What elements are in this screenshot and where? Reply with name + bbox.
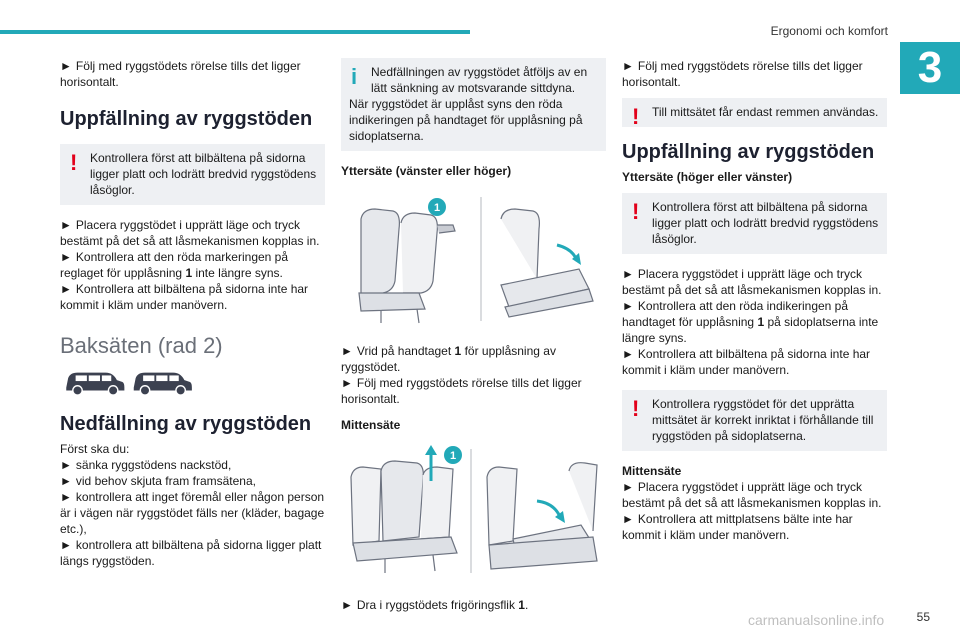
section-heading-fold: Nedfällning av ryggstöden [60, 413, 312, 435]
warning-box: ! Kontrollera först att bilbältena på sidorna ligger platt och lodrätt bredvid ryggstödens låsöglor. [622, 193, 887, 254]
subheading-outer-seat: Yttersäte (höger eller vänster) [622, 170, 793, 184]
instruction-step: ► Kontrollera att bilbältena på sidorna inte har kommit i kläm under manövern. [60, 282, 309, 312]
section-heading-unfold: Uppfällning av ryggstöden [622, 141, 875, 163]
vehicle-variants-icon [60, 367, 200, 397]
header-accent-bar [0, 30, 470, 34]
callout-badge: 1 [449, 450, 457, 462]
warning-icon: ! [632, 199, 640, 224]
page-number: 55 [916, 610, 930, 624]
subheading-middle-seat: Mittensäte [622, 464, 682, 478]
subheading-middle-seat: Mittensäte [341, 418, 401, 432]
illustration-middle-seat-fold [341, 441, 606, 581]
instruction-step: ► kontrollera att inget föremål eller någon person är i vägen när ryggstödet fälls ner (kläder, bagage etc.), [60, 490, 325, 536]
callout-badge: 1 [433, 202, 441, 214]
instruction-step: ► Placera ryggstödet i upprätt läge och tryck bestämt på det så att låsmekanismen kopplas in. [622, 480, 882, 510]
instruction-step: ► Kontrollera att mittplatsens bälte inte har kommit i kläm under manövern. [622, 512, 853, 542]
column-3 [622, 58, 887, 543]
column-2 [341, 58, 606, 613]
instruction-step: ► Följ med ryggstödets rörelse tills det ligger horisontalt. [341, 376, 582, 406]
warning-icon: ! [70, 150, 78, 175]
instruction-step: ► kontrollera att bilbältena på sidorna ligger platt längs ryggstöden. [60, 538, 322, 568]
info-icon: i [351, 64, 358, 89]
section-heading-unfold: Uppfällning av ryggstöden [60, 108, 313, 130]
instruction-step: ► Kontrollera att den röda markeringen på reglaget för upplåsning 1 inte längre syns. [60, 250, 289, 280]
instruction-step: ► Placera ryggstödet i upprätt läge och tryck bestämt på det så att låsmekanismen kopplas in. [622, 267, 882, 297]
illustration-outer-seat-fold [341, 189, 606, 329]
instruction-step: ► Vrid på handtaget 1 för upplåsning av ryggstödet. [341, 344, 556, 374]
warning-icon: ! [632, 104, 640, 129]
watermark: carmanualsonline.info [748, 612, 885, 628]
chapter-title: Ergonomi och komfort [770, 24, 888, 38]
column-1 [60, 58, 325, 569]
chapter-number-tab: 3 [900, 42, 960, 94]
instruction-step: ► Kontrollera att den röda indikeringen på handtaget för upplåsning 1 på sidoplatserna inte längre syns. [622, 299, 879, 345]
intro-text: Först ska du: [60, 442, 130, 456]
instruction-step: ► Följ med ryggstödets rörelse tills det ligger horisontalt. [60, 59, 301, 89]
instruction-step: ► Placera ryggstödet i upprätt läge och tryck bestämt på det så att låsmekanismen kopplas in. [60, 218, 320, 248]
section-heading-rear-seats: Baksäten (rad 2) [60, 333, 223, 358]
warning-box: ! Till mittsätet får endast remmen användas. [622, 98, 887, 127]
warning-icon: ! [632, 396, 640, 421]
instruction-step: ► Dra i ryggstödets frigöringsflik 1. [341, 598, 529, 612]
instruction-step: ► Kontrollera att bilbältena på sidorna inte har kommit i kläm under manövern. [622, 347, 871, 377]
instruction-step: ► sänka ryggstödens nackstöd, [60, 458, 232, 472]
warning-box: ! Kontrollera ryggstödet för det upprätta mittsätet är korrekt inriktat i förhållande till ryggstöden på sidoplatserna. [622, 390, 887, 451]
info-box: i Nedfällningen av ryggstödet åtföljs av en lätt sänkning av motsvarande sittdyna. När ryggstödet är upplåst syns den röda indikeringen på handtaget för upplåsning på sidoplatserna. [341, 58, 606, 151]
warning-box: ! Kontrollera först att bilbältena på sidorna ligger platt och lodrätt bredvid ryggstödens låsöglor. [60, 144, 325, 205]
instruction-step: ► vid behov skjuta fram framsätena, [60, 474, 256, 488]
instruction-step: ► Följ med ryggstödets rörelse tills det ligger horisontalt. [622, 59, 863, 89]
subheading-outer-seat: Yttersäte (vänster eller höger) [341, 164, 512, 178]
